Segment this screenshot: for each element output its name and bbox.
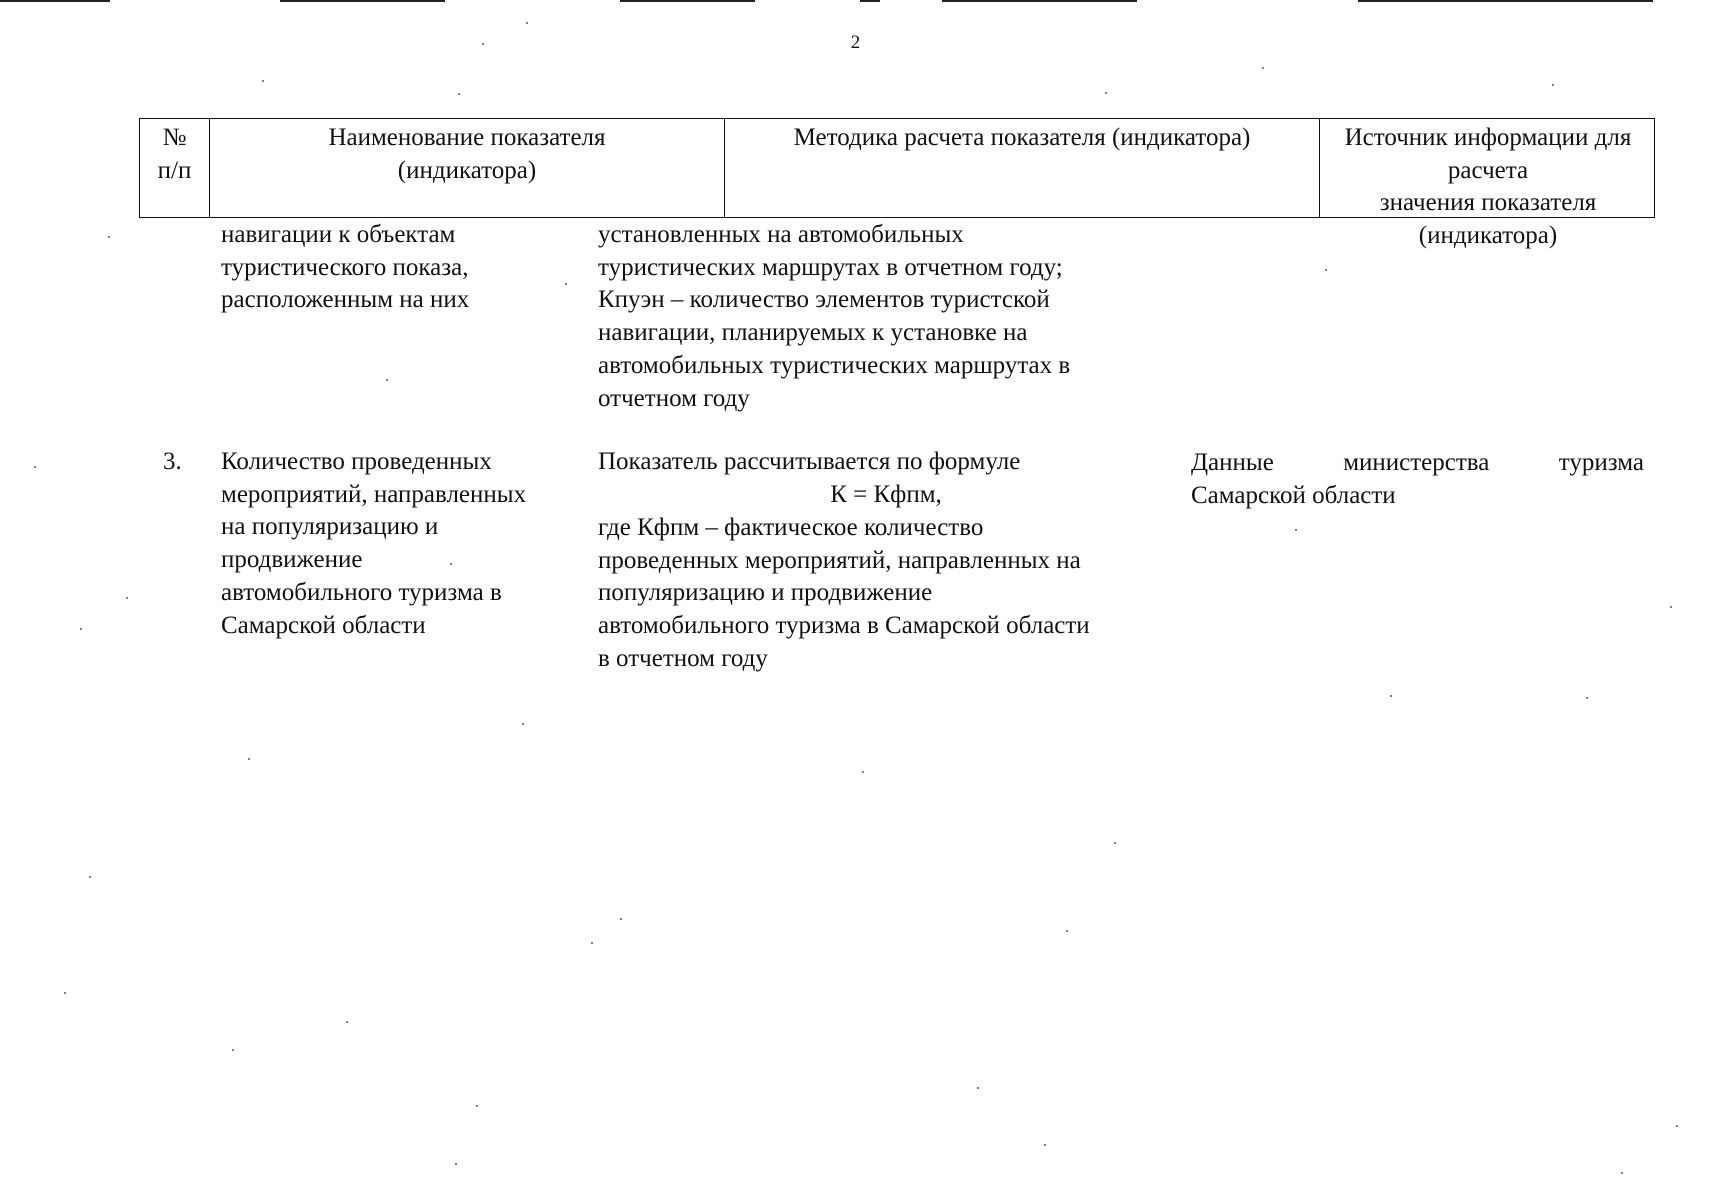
row-3-name: Количество проведенных мероприятий, направленных на популяризацию и продвижение автомобильного туризма в Самарской области	[221, 448, 527, 639]
header-cell-source	[1320, 119, 1656, 250]
header-cell-number	[140, 119, 210, 217]
row-3-method-intro: Показатель рассчитывается по формуле	[598, 448, 1021, 475]
row-continuation-name: навигации к объектам туристического показа, расположенным на них	[221, 221, 470, 314]
header-number-text: № п/п	[157, 124, 192, 184]
row-3-formula: К = Кфпм,	[830, 481, 942, 508]
row-3-method-description: где Кфпм – фактическое количество проведенных мероприятий, направленных на популяризацию и продвижение автомобильного туризма в Самарской области в отчетном году	[598, 514, 1090, 672]
row-continuation-method: установленных на автомобильных туристических маршрутах в отчетном году; Кпуэн – количество элементов туристской навигации, планируемых к установке на автомобильных туристических маршрутах в отчетном году	[598, 221, 1071, 412]
scan-artifact-top	[0, 0, 1711, 4]
table-header	[139, 118, 1655, 250]
row-3-number: 3.	[163, 448, 182, 475]
header-cell-name	[210, 119, 725, 217]
row-3-source-line-2: Самарской области	[1191, 482, 1396, 509]
header-method-text: Методика расчета показателя (индикатора)	[793, 124, 1251, 151]
row-3-source-line-1: Данные министерства туризма	[1191, 449, 1644, 476]
header-source-text: Источник информации для расчета значения показателя (индикатора)	[1344, 124, 1632, 250]
page-number: 2	[850, 32, 861, 53]
header-name-text: Наименование показателя (индикатора)	[328, 124, 606, 184]
header-cell-method	[725, 119, 1320, 217]
